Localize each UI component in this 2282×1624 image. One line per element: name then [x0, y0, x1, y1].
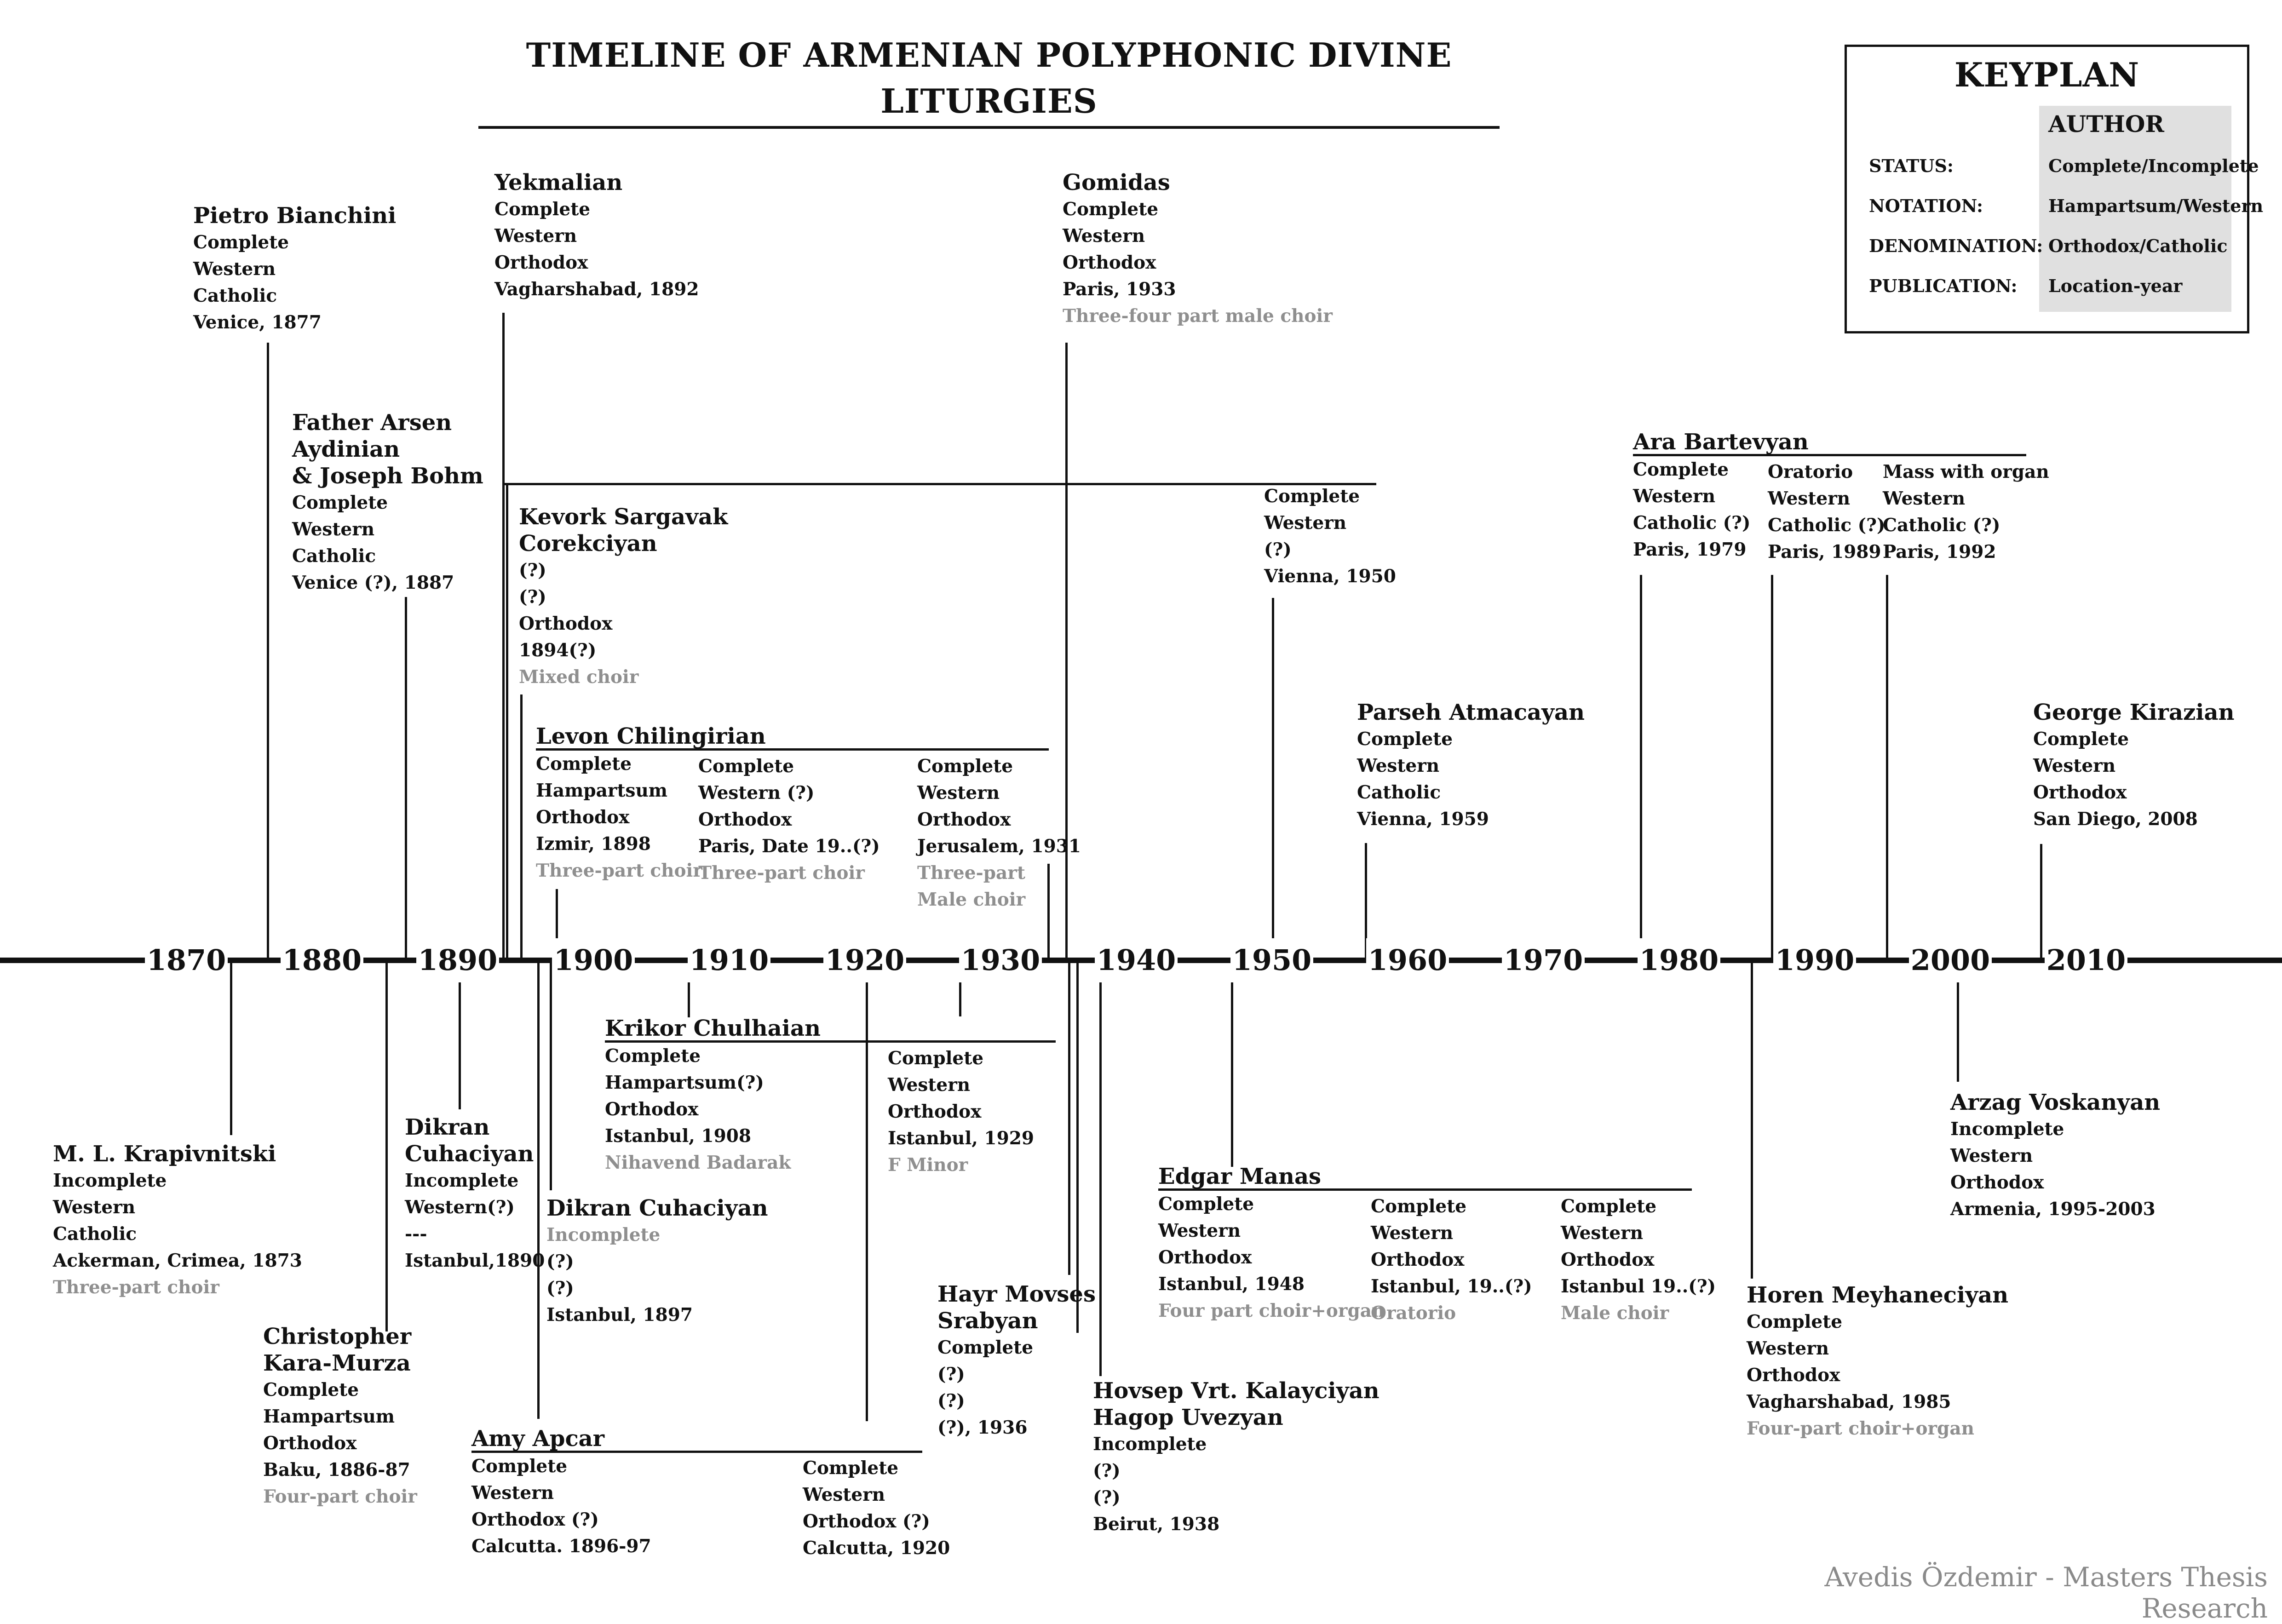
liturgy-entry: [546, 1195, 768, 1328]
liturgy-detail: Paris, 1989: [1768, 541, 1881, 562]
composer-name: Dikran Cuhaciyan: [546, 1195, 768, 1221]
liturgy-note: Four-part choir+organ: [1747, 1418, 1974, 1439]
liturgy-detail: Complete: [917, 756, 1013, 777]
liturgy-detail: Complete: [605, 1045, 701, 1067]
liturgy-note: Male choir: [1561, 1303, 1669, 1324]
connector-line: [1886, 575, 1888, 960]
liturgy-detail: Orthodox: [494, 252, 588, 273]
liturgy-note: Incomplete: [546, 1224, 661, 1245]
liturgy-detail: Paris, 1992: [1883, 541, 1996, 562]
liturgy-detail: Jerusalem, 1931: [917, 836, 1081, 857]
liturgy-detail: Beirut, 1938: [1093, 1514, 1220, 1535]
liturgy-detail: Istanbul 19..(?): [1561, 1276, 1716, 1297]
year-label-1940: 1940: [1095, 938, 1178, 982]
composer-name: Gomidas: [1063, 170, 1170, 195]
liturgy-detail: (?): [937, 1390, 965, 1412]
liturgy-detail: Orthodox: [1158, 1247, 1252, 1268]
liturgy-detail: Complete: [263, 1379, 359, 1400]
liturgy-note: Male choir: [917, 889, 1026, 910]
composer-name: Levon Chilingirian: [536, 724, 1049, 751]
liturgy-detail: Catholic: [53, 1223, 137, 1245]
year-label-2000: 2000: [1909, 938, 1992, 982]
liturgy-detail: Incomplete: [405, 1170, 519, 1191]
liturgy-detail: Orthodox: [263, 1433, 357, 1454]
year-label-1870: 1870: [145, 938, 228, 982]
connector-line: [1640, 575, 1642, 960]
composer-name: Krikor Chulhaian: [605, 1016, 1056, 1043]
connector-line: [1068, 960, 1070, 1275]
liturgy-entry: [2033, 699, 2234, 832]
connector-line: [405, 597, 407, 960]
liturgy-detail: Orthodox: [605, 1099, 699, 1120]
connector-line: [506, 483, 508, 960]
liturgy-detail: Complete: [2033, 729, 2129, 750]
liturgy-detail: Calcutta. 1896-97: [471, 1536, 651, 1557]
keyplan-notation-label: NOTATION:: [1869, 195, 1983, 216]
liturgy-detail: Complete: [698, 756, 794, 777]
liturgy-detail: Orthodox: [2033, 782, 2127, 803]
year-label-1910: 1910: [688, 938, 770, 982]
liturgy-detail: Baku, 1886-87: [263, 1459, 410, 1481]
liturgy-entry: [917, 753, 1081, 913]
liturgy-detail: Incomplete: [1950, 1119, 2064, 1140]
liturgy-note: Three-four part male choir: [1063, 305, 1333, 327]
liturgy-entry: [263, 1323, 417, 1510]
keyplan-author-label: AUTHOR: [2048, 110, 2164, 138]
liturgy-entry: [698, 753, 880, 886]
liturgy-entry: [1747, 1282, 2008, 1442]
liturgy-detail: Western (?): [698, 782, 815, 803]
liturgy-detail: (?): [1264, 539, 1292, 560]
connector-line: [1099, 960, 1102, 1376]
connector-line: [385, 960, 388, 1331]
year-label-2010: 2010: [2045, 938, 2127, 982]
liturgy-entry: [519, 504, 728, 690]
liturgy-detail: Istanbul, 1908: [605, 1125, 751, 1147]
liturgy-detail: Catholic: [292, 545, 376, 567]
liturgy-detail: Catholic: [1357, 782, 1441, 803]
liturgy-detail: (?): [1093, 1460, 1121, 1481]
liturgy-entry: [494, 169, 699, 303]
diagram-title: TIMELINE OF ARMENIAN POLYPHONIC DIVINE LITURGIES: [478, 32, 1500, 129]
connector-line: [550, 960, 552, 1190]
composer-name: Kevork Sargavak Corekciyan: [519, 504, 728, 557]
liturgy-entry: [1883, 459, 2049, 565]
liturgy-detail: Complete: [292, 492, 388, 513]
liturgy-detail: 1894(?): [519, 640, 597, 661]
liturgy-detail: Orthodox: [888, 1101, 982, 1122]
liturgy-detail: Complete: [803, 1458, 899, 1479]
liturgy-detail: Complete: [1264, 486, 1360, 507]
keyplan-publication-value: Location-year: [2048, 275, 2183, 296]
liturgy-detail: Western: [1561, 1222, 1644, 1244]
liturgy-detail: Complete: [1357, 729, 1453, 750]
composer-name: Yekmalian: [494, 170, 623, 195]
year-label-1900: 1900: [552, 938, 635, 982]
year-label-1980: 1980: [1638, 938, 1720, 982]
connector-line: [1771, 575, 1773, 960]
connector-bar: [502, 483, 1376, 485]
liturgy-detail: Complete: [1633, 459, 1729, 480]
composer-name: Parseh Atmacayan: [1357, 700, 1585, 725]
keyplan-status-label: STATUS:: [1869, 155, 1954, 176]
liturgy-detail: Paris, 1933: [1063, 279, 1176, 300]
liturgy-detail: Western: [1063, 225, 1145, 247]
liturgy-detail: Vagharshabad, 1985: [1747, 1391, 1951, 1412]
liturgy-detail: Western: [917, 782, 1000, 803]
keyplan-publication-label: PUBLICATION:: [1869, 275, 2018, 296]
connector-line: [1751, 960, 1753, 1279]
liturgy-detail: (?), 1936: [937, 1417, 1028, 1438]
liturgy-detail: Western: [1747, 1338, 1829, 1359]
liturgy-detail: Complete: [1747, 1311, 1843, 1332]
year-label-1990: 1990: [1773, 938, 1856, 982]
liturgy-detail: Complete: [1063, 199, 1159, 220]
liturgy-note: Mixed choir: [519, 666, 639, 688]
liturgy-detail: Western: [1633, 486, 1716, 507]
liturgy-detail: Orthodox (?): [471, 1509, 599, 1530]
liturgy-detail: Orthodox: [1747, 1365, 1840, 1386]
liturgy-note: Four-part choir: [263, 1486, 417, 1507]
keyplan-status-value: Complete/Incomplete: [2048, 155, 2259, 176]
liturgy-detail: Complete: [888, 1048, 984, 1069]
year-label-1920: 1920: [823, 938, 906, 982]
liturgy-entry: [1093, 1377, 1380, 1538]
liturgy-detail: Catholic (?): [1768, 515, 1885, 536]
liturgy-detail: Orthodox: [1063, 252, 1156, 273]
liturgy-entry: [1371, 1193, 1532, 1326]
composer-name: George Kirazian: [2033, 700, 2235, 725]
composer-name: Edgar Manas: [1158, 1165, 1692, 1191]
keyplan-box: [1845, 45, 2264, 333]
liturgy-detail: (?): [519, 586, 546, 608]
liturgy-detail: Complete: [536, 753, 632, 775]
liturgy-detail: Western: [53, 1197, 136, 1218]
connector-line: [459, 960, 461, 1109]
liturgy-entry: [1561, 1193, 1716, 1326]
year-label-1950: 1950: [1230, 938, 1313, 982]
liturgy-detail: Complete: [1158, 1194, 1254, 1215]
liturgy-detail: Hampartsum: [536, 780, 668, 801]
connector-line: [1272, 598, 1274, 960]
liturgy-detail: Complete: [1371, 1196, 1467, 1217]
liturgy-entry: [193, 202, 396, 336]
liturgy-detail: (?): [1093, 1487, 1121, 1508]
composer-name: Dikran Cuhaciyan: [405, 1114, 534, 1167]
liturgy-detail: Venice (?), 1887: [292, 572, 454, 593]
liturgy-detail: Venice, 1877: [193, 312, 322, 333]
liturgy-detail: Vienna, 1959: [1357, 809, 1489, 830]
liturgy-detail: Western: [1357, 755, 1440, 776]
liturgy-entry: [1768, 459, 1885, 565]
liturgy-detail: Ackerman, Crimea, 1873: [53, 1250, 302, 1271]
liturgy-detail: Istanbul, 1929: [888, 1128, 1034, 1149]
liturgy-entry: [803, 1455, 950, 1561]
year-label-1880: 1880: [281, 938, 363, 982]
liturgy-detail: Western: [1371, 1222, 1454, 1244]
composer-name: Hayr Movses Srabyan: [937, 1281, 1096, 1334]
composer-name: M. L. Krapivnitski: [53, 1141, 276, 1167]
liturgy-note: Three-part choir: [698, 862, 865, 884]
liturgy-detail: Orthodox: [1950, 1172, 2044, 1193]
liturgy-detail: Western: [1950, 1145, 2033, 1166]
liturgy-entry: [53, 1141, 302, 1301]
composer-name: Horen Meyhaneciyan: [1747, 1282, 2009, 1308]
year-label-1960: 1960: [1366, 938, 1449, 982]
liturgy-detail: Orthodox: [536, 807, 630, 828]
connector-line: [267, 343, 269, 960]
connector-line: [2040, 844, 2042, 960]
liturgy-detail: Vienna, 1950: [1264, 566, 1396, 587]
composer-name: Ara Bartevyan: [1633, 430, 2026, 456]
liturgy-detail: Mass with organ: [1883, 461, 2049, 482]
liturgy-detail: Western: [193, 258, 276, 280]
liturgy-entry: [292, 409, 483, 596]
liturgy-detail: Hampartsum(?): [605, 1072, 764, 1093]
author-credit: Avedis Özdemir - Masters Thesis Research: [1824, 1561, 2268, 1624]
liturgy-detail: Paris, 1979: [1633, 539, 1747, 560]
liturgy-detail: Armenia, 1995-2003: [1950, 1199, 2156, 1220]
liturgy-detail: Orthodox: [1561, 1249, 1655, 1270]
liturgy-note: Three-part: [917, 862, 1025, 884]
keyplan-notation-value: Hampartsum/Western: [2048, 195, 2264, 216]
liturgy-entry: [1357, 699, 1585, 832]
liturgy-detail: Incomplete: [53, 1170, 167, 1191]
composer-name: Hovsep Vrt. Kalayciyan Hagop Uvezyan: [1093, 1378, 1380, 1430]
liturgy-detail: Western: [888, 1074, 971, 1096]
liturgy-detail: Western: [803, 1484, 885, 1505]
liturgy-detail: Western: [471, 1482, 554, 1503]
liturgy-detail: Western: [2033, 755, 2116, 776]
year-label-1930: 1930: [959, 938, 1042, 982]
liturgy-entry: [405, 1114, 545, 1274]
composer-name: Arzag Voskanyan: [1950, 1090, 2161, 1115]
composer-name: Amy Apcar: [471, 1427, 922, 1453]
liturgy-detail: (?): [546, 1251, 574, 1272]
year-label-1890: 1890: [416, 938, 499, 982]
liturgy-detail: Istanbul,1890: [405, 1250, 545, 1271]
liturgy-detail: Orthodox: [519, 613, 613, 634]
liturgy-detail: Complete: [937, 1337, 1034, 1358]
connector-line: [230, 960, 232, 1135]
liturgy-detail: Orthodox (?): [803, 1511, 930, 1532]
liturgy-detail: Orthodox: [698, 809, 792, 830]
connector-line: [502, 313, 505, 960]
liturgy-detail: Istanbul, 1897: [546, 1304, 693, 1326]
liturgy-detail: Complete: [494, 199, 591, 220]
keyplan-denomination-label: DENOMINATION:: [1869, 235, 2043, 256]
liturgy-detail: Western: [1768, 488, 1851, 509]
liturgy-detail: Western: [1264, 512, 1347, 534]
liturgy-detail: Complete: [1561, 1196, 1657, 1217]
liturgy-detail: Oratorio: [1768, 461, 1853, 482]
liturgy-detail: Vagharshabad, 1892: [494, 279, 699, 300]
connector-line: [1076, 960, 1079, 1333]
liturgy-detail: Western: [494, 225, 577, 247]
liturgy-detail: Western: [292, 519, 375, 540]
liturgy-detail: (?): [546, 1278, 574, 1299]
liturgy-detail: Paris, Date 19..(?): [698, 836, 880, 857]
liturgy-detail: Istanbul, 1948: [1158, 1274, 1305, 1295]
liturgy-detail: Incomplete: [1093, 1434, 1207, 1455]
liturgy-detail: Orthodox: [1371, 1249, 1465, 1270]
liturgy-detail: Catholic (?): [1633, 512, 1751, 534]
connector-line: [1231, 960, 1233, 1167]
liturgy-detail: Western(?): [405, 1197, 515, 1218]
composer-name: Pietro Bianchini: [193, 203, 397, 229]
liturgy-detail: Complete: [193, 232, 289, 253]
liturgy-entry: [937, 1281, 1096, 1441]
liturgy-entry: [1950, 1089, 2160, 1222]
liturgy-detail: Complete: [471, 1456, 568, 1477]
liturgy-note: Three-part choir: [536, 860, 702, 881]
liturgy-note: Four part choir+organ: [1158, 1300, 1385, 1321]
composer-name: Christopher Kara-Murza: [263, 1324, 412, 1376]
liturgy-detail: Istanbul, 19..(?): [1371, 1276, 1532, 1297]
composer-name: Father Arsen Aydinian & Joseph Bohm: [292, 410, 483, 489]
liturgy-detail: San Diego, 2008: [2033, 809, 2198, 830]
liturgy-detail: Orthodox: [917, 809, 1011, 830]
liturgy-entry: [1264, 483, 1396, 590]
connector-line: [520, 694, 523, 960]
keyplan-denomination-value: Orthodox/Catholic: [2048, 235, 2228, 256]
liturgy-note: F Minor: [888, 1154, 968, 1176]
liturgy-detail: Izmir, 1898: [536, 833, 651, 855]
liturgy-detail: (?): [519, 560, 546, 581]
liturgy-detail: Catholic: [193, 285, 277, 306]
liturgy-entry: [888, 1045, 1034, 1178]
liturgy-note: Oratorio: [1371, 1303, 1456, 1324]
liturgy-note: Nihavend Badarak: [605, 1152, 791, 1173]
liturgy-detail: Western: [1158, 1220, 1241, 1241]
liturgy-detail: Western: [1883, 488, 1966, 509]
liturgy-detail: Hampartsum: [263, 1406, 395, 1427]
keyplan-heading: KEYPLAN: [1954, 55, 2140, 94]
liturgy-detail: ---: [405, 1223, 427, 1245]
liturgy-note: Three-part choir: [53, 1277, 219, 1298]
liturgy-entry: [1063, 169, 1333, 329]
liturgy-detail: (?): [937, 1364, 965, 1385]
liturgy-detail: Catholic (?): [1883, 515, 2000, 536]
liturgy-detail: Calcutta, 1920: [803, 1538, 950, 1559]
year-label-1970: 1970: [1502, 938, 1585, 982]
